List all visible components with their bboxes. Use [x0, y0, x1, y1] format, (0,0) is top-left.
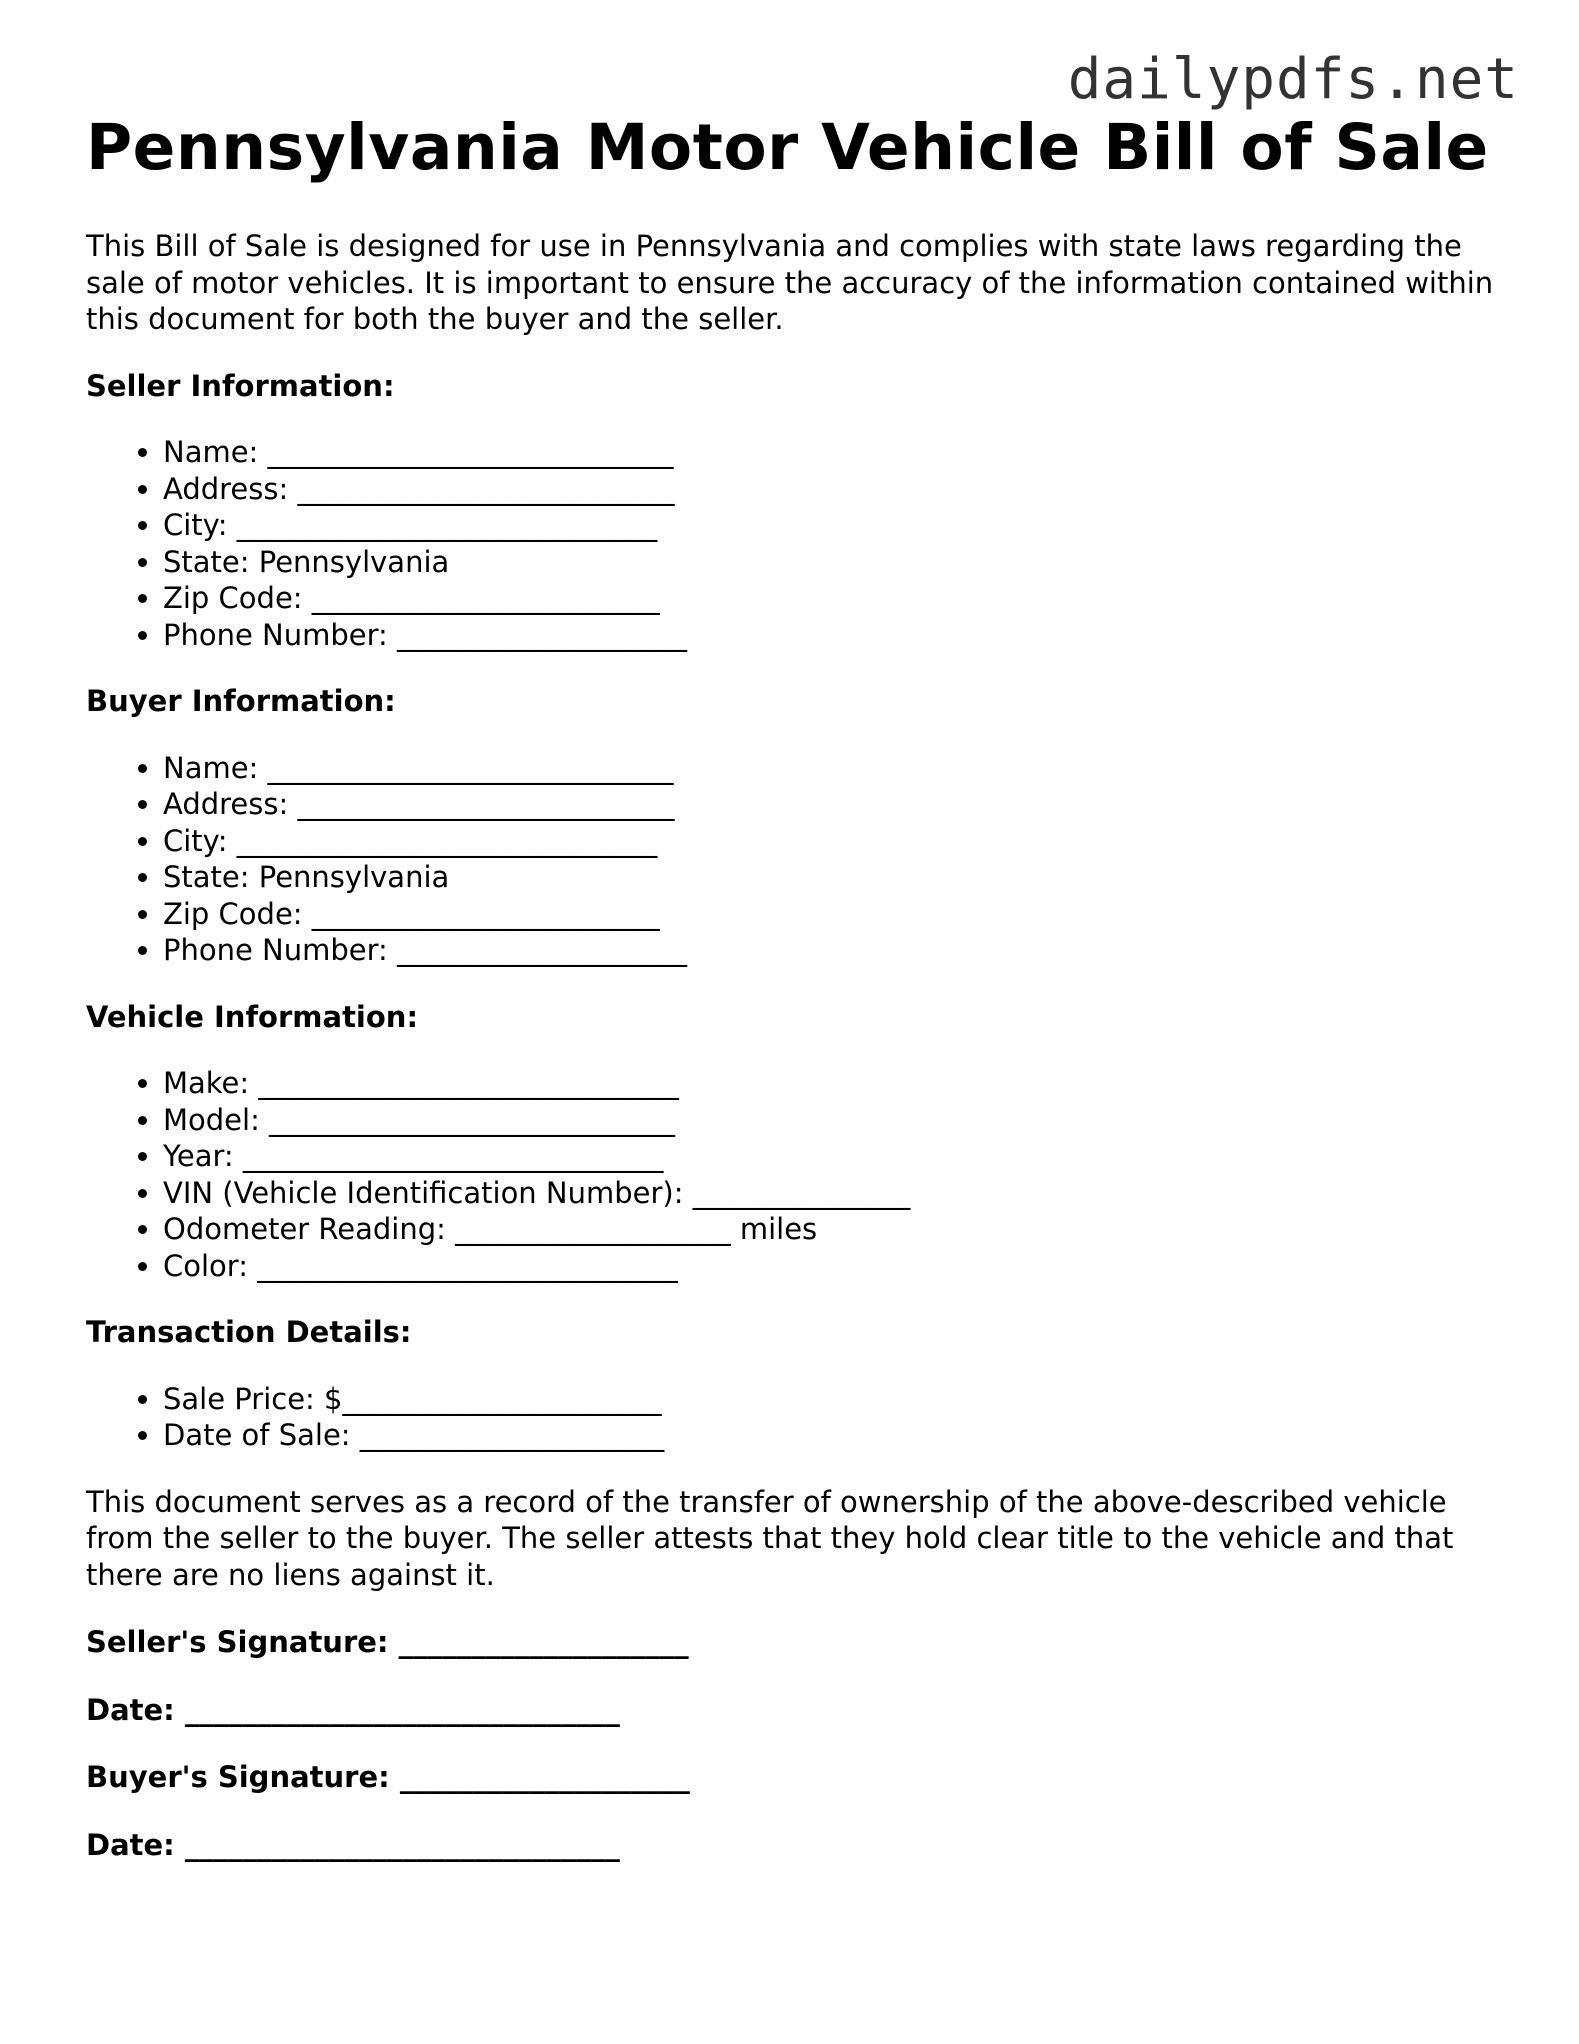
document-page: [86, 108, 1506, 1863]
seller-zip-field: • Zip Code: ________________________: [163, 580, 1506, 617]
buyer-phone-field: • Phone Number: ____________________: [163, 932, 1506, 969]
transaction-info-list: [86, 1381, 1506, 1454]
seller-phone-field: • Phone Number: ____________________: [163, 617, 1506, 654]
vehicle-make-field: • Make: _____________________________: [163, 1065, 1506, 1102]
vehicle-model-field: • Model: ____________________________: [163, 1102, 1506, 1139]
closing-paragraph: This document serves as a record of the transfer of ownership of the above-described vehicle from the seller to the buyer. The seller attests that they hold clear title to the vehicle and that there are no liens against it.: [86, 1484, 1454, 1592]
seller-address-field: • Address: __________________________: [163, 471, 1506, 508]
buyer-city-field: • City: _____________________________: [163, 823, 1506, 860]
buyer-info-list: [86, 750, 1506, 969]
buyer-signature-line: Buyer's Signature: ____________________: [86, 1760, 690, 1794]
seller-info-list: [86, 434, 1506, 653]
buyer-section-heading: Buyer Information:: [86, 684, 396, 718]
seller-section-heading: Seller Information:: [86, 368, 395, 403]
buyer-state-field: • State: Pennsylvania: [163, 859, 1506, 896]
vehicle-vin-field: • VIN (Vehicle Identification Number): _______________: [163, 1175, 1506, 1212]
vehicle-section-heading: Vehicle Information:: [86, 999, 419, 1034]
transaction-section-heading: Transaction Details:: [86, 1315, 412, 1349]
buyer-name-field: • Name: ____________________________: [163, 750, 1506, 787]
vehicle-odometer-field: • Odometer Reading: ___________________ miles: [163, 1211, 1506, 1248]
document-title: Pennsylvania Motor Vehicle Bill of Sale: [86, 111, 1489, 184]
seller-signature-line: Seller's Signature: ____________________: [86, 1625, 689, 1659]
buyer-address-field: • Address: __________________________: [163, 786, 1506, 823]
buyer-date-line: Date: ______________________________: [86, 1827, 620, 1862]
seller-date-line: Date: ______________________________: [86, 1692, 620, 1727]
intro-paragraph: This Bill of Sale is designed for use in Pennsylvania and complies with state laws regarding the sale of motor vehicles. It is important to ensure the accuracy of the information contained within this document for both the buyer and the seller.: [86, 229, 1494, 336]
vehicle-color-field: • Color: _____________________________: [163, 1248, 1506, 1285]
seller-name-field: • Name: ____________________________: [163, 434, 1506, 471]
buyer-zip-field: • Zip Code: ________________________: [163, 896, 1506, 933]
seller-state-field: • State: Pennsylvania: [163, 544, 1506, 581]
vehicle-info-list: [86, 1065, 1506, 1284]
vehicle-year-field: • Year: _____________________________: [163, 1138, 1506, 1175]
sale-date-field: • Date of Sale: _____________________: [163, 1417, 1506, 1454]
sale-price-field: • Sale Price: $______________________: [163, 1381, 1506, 1418]
seller-city-field: • City: _____________________________: [163, 507, 1506, 544]
watermark-text: dailypdfs.net: [1067, 47, 1519, 112]
